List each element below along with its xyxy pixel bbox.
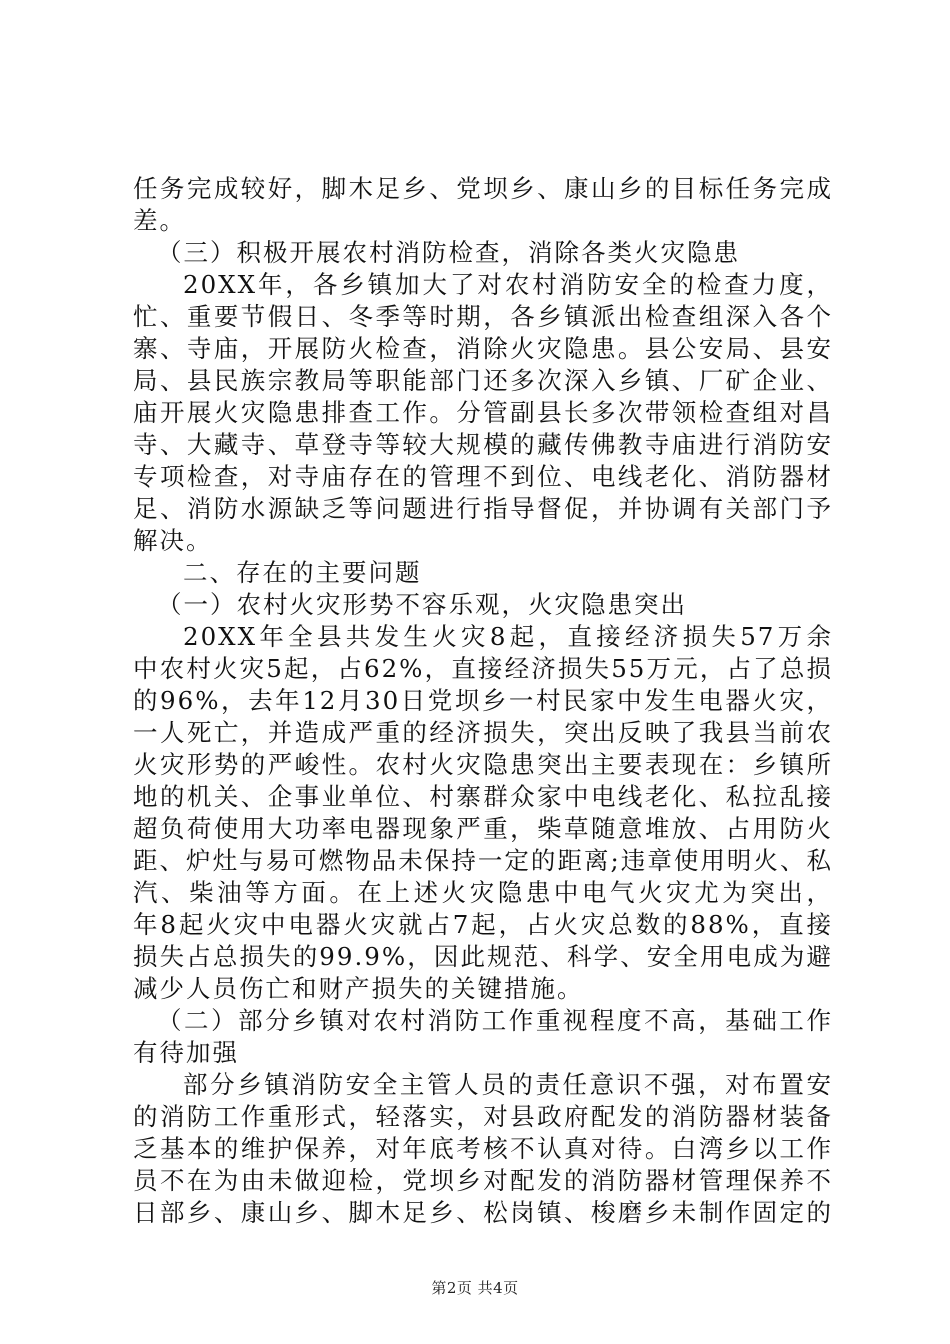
text-line: 年8起火灾中电器火灾就占7起，占火灾总数的88%，直接 <box>133 910 833 939</box>
text-line: 火灾形势的严峻性。农村火灾隐患突出主要表现在：乡镇所 <box>133 750 833 779</box>
text-line: 汽、柴油等方面。在上述火灾隐患中电气火灾尤为突出， <box>133 878 833 907</box>
text-line: 损失占总损失的99.9%，因此规范、科学、安全用电成为避 <box>133 942 833 971</box>
text-line: 地的机关、企事业单位、村寨群众家中电线老化、私拉乱接 <box>133 782 833 811</box>
text-line: 足、消防水源缺乏等问题进行指导督促，并协调有关部门予 <box>133 494 833 523</box>
text-line: 的消防工作重形式，轻落实，对县政府配发的消防器材装备 <box>133 1102 833 1131</box>
text-line: 忙、重要节假日、冬季等时期，各乡镇派出检查组深入各个 <box>133 302 833 331</box>
text-line: 局、县民族宗教局等职能部门还多次深入乡镇、厂矿企业、 <box>133 366 833 395</box>
text-line: 有待加强 <box>133 1038 239 1067</box>
text-line: （一）农村火灾形势不容乐观，火灾隐患突出 <box>157 590 687 619</box>
text-line: 庙开展火灾隐患排查工作。分管副县长多次带领检查组对昌 <box>133 398 833 427</box>
text-line: 乏基本的维护保养，对年底考核不认真对待。白湾乡以工作 <box>133 1134 833 1163</box>
text-line: 中农村火灾5起，占62%，直接经济损失55万元，占了总损 <box>133 654 833 683</box>
text-line: 日部乡、康山乡、脚木足乡、松岗镇、梭磨乡未制作固定的 <box>133 1198 833 1227</box>
document-body <box>133 173 833 1229</box>
text-line: 员不在为由未做迎检，党坝乡对配发的消防器材管理保养不 <box>133 1166 833 1195</box>
text-line: 减少人员伤亡和财产损失的关键措施。 <box>133 974 584 1003</box>
text-line: 寨、寺庙，开展防火检查，消除火灾隐患。县公安局、县安 <box>133 334 833 363</box>
text-line: 二、存在的主要问题 <box>183 558 422 587</box>
text-line: 任务完成较好，脚木足乡、党坝乡、康山乡的目标任务完成 <box>133 174 833 203</box>
text-line: 寺、大藏寺、草登寺等较大规模的藏传佛教寺庙进行消防安 <box>133 430 833 459</box>
text-line: 超负荷使用大功率电器现象严重，柴草随意堆放、占用防火 <box>133 814 833 843</box>
text-line: 的96%，去年12月30日党坝乡一村民家中发生电器火灾， <box>133 686 833 715</box>
text-line: 解决。 <box>133 526 213 555</box>
text-line: 部分乡镇消防安全主管人员的责任意识不强，对布置安 <box>183 1070 833 1099</box>
text-line: 一人死亡，并造成严重的经济损失，突出反映了我县当前农 <box>133 718 833 747</box>
text-line: 20XX年全县共发生火灾8起，直接经济损失57万余 <box>183 622 833 651</box>
text-line: （二）部分乡镇对农村消防工作重视程度不高，基础工作 <box>157 1006 833 1035</box>
page-footer: 第2页 共4页 <box>431 1279 519 1297</box>
text-line: （三）积极开展农村消防检查，消除各类火灾隐患 <box>157 238 740 267</box>
text-line: 20XX年，各乡镇加大了对农村消防安全的检查力度， <box>183 270 833 299</box>
text-line: 差。 <box>133 206 186 235</box>
text-line: 专项检查，对寺庙存在的管理不到位、电线老化、消防器材 <box>133 462 833 491</box>
text-line: 距、炉灶与易可燃物品未保持一定的距离;违章使用明火、私 <box>133 846 833 875</box>
